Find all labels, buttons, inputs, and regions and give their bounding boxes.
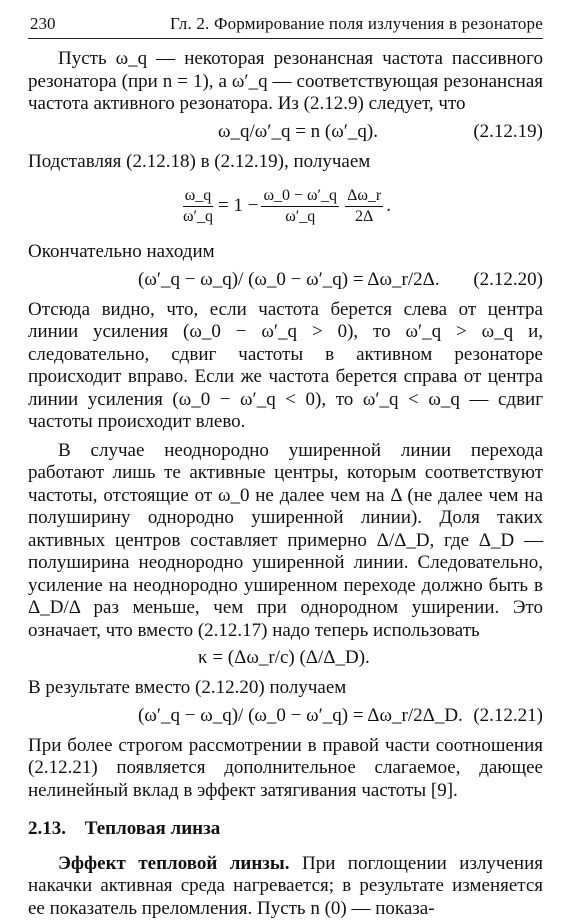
equation-formula: (ω′_q − ω_q)/ (ω_0 − ω′_q) = Δω_r/2Δ. [138, 269, 440, 292]
paragraph-3: Окончательно находим [28, 241, 543, 264]
equation-number: (2.12.20) [473, 269, 543, 292]
page-number: 230 [30, 14, 56, 34]
paragraph-2: Подставляя (2.12.18) в (2.12.19), получаем [28, 151, 543, 174]
equation-2-12-21 [28, 703, 543, 731]
lhs-numerator: ω_q [183, 186, 214, 207]
first-denominator: ω′_q [283, 207, 317, 227]
second-numerator: Δω_r [345, 186, 383, 207]
period: . [386, 195, 391, 218]
paragraph-8-text: При поглощении излучения накачки активная среда нагревается; в результате изменяется ее показатель преломления. Пусть n (0) — показа- [28, 853, 543, 919]
second-denominator: 2Δ [353, 207, 375, 227]
equation-formula: ω_q/ω′_q = n (ω′_q). [218, 121, 378, 144]
equals-one-minus: = 1 − [218, 195, 258, 218]
lhs-denominator: ω′_q [181, 207, 215, 227]
first-numerator: ω_0 − ω′_q [261, 186, 339, 207]
paragraph-8-lead: Эффект тепловой линзы. [58, 853, 290, 874]
equation-2-12-19 [28, 119, 543, 147]
section-heading [28, 818, 543, 841]
paragraph-7: При более строгом рассмотрении в правой части соотношения (2.12.21) появляется дополнительное слагаемое, дающее нелинейный вклад в эффект затягивания частоты [9]. [28, 735, 543, 803]
equation-2-12-20 [28, 267, 543, 295]
running-header [28, 8, 543, 39]
equation-formula: κ = (Δω_r/c) (Δ/Δ_D). [198, 647, 370, 670]
equation-fraction [28, 177, 543, 235]
equation-number: (2.12.19) [473, 121, 543, 144]
paragraph-6: В результате вместо (2.12.20) получаем [28, 677, 543, 700]
equation-number: (2.12.21) [473, 705, 543, 728]
paragraph-4: Отсюда видно, что, если частота берется слева от центра линии усиления (ω_0 − ω′_q > 0), то ω′_q > ω_q и, следовательно, сдвиг частоты в активном резонаторе происходит вправо. Если же частота берется справа от центра линии усиления (ω_0 − ω′_q < 0), то ω′_q < ω_q — сдвиг частоты происходит влево. [28, 299, 543, 434]
fraction-formula [178, 177, 391, 235]
paragraph-1: Пусть ω_q — некоторая резонансная частота пассивного резонатора (при n = 1), а ω′_q — соответствующая резонансная частота активного резонатора. Из (2.12.9) следует, что [28, 48, 543, 116]
second-fraction [345, 186, 383, 227]
section-number: 2.13. [28, 818, 66, 839]
running-title: Гл. 2. Формирование поля излучения в резонаторе [170, 14, 543, 34]
paragraph-5: В случае неоднородно уширенной линии перехода работают лишь те активные центры, которым соответствуют частоты, отстоящие от ω_0 не далее чем на Δ (не далее чем на полуширину однородно уширенной линии). Доля таких активных центров составляет примерно Δ/Δ_D, где Δ_D — полуширина неоднородно уширенной линии. Следовательно, усиление на неоднородно уширенном переходе должно быть в Δ_D/Δ раз меньше, чем при однородном уширении. Это означает, что вместо (2.12.17) надо теперь использовать [28, 440, 543, 643]
paragraph-8 [28, 853, 543, 920]
equation-formula: (ω′_q − ω_q)/ (ω_0 − ω′_q) = Δω_r/2Δ_D. [138, 705, 463, 728]
first-fraction [261, 186, 339, 227]
section-title: Тепловая линза [85, 818, 221, 839]
page-body [28, 48, 543, 920]
equation-kappa [28, 645, 543, 673]
lhs-fraction [181, 186, 215, 227]
